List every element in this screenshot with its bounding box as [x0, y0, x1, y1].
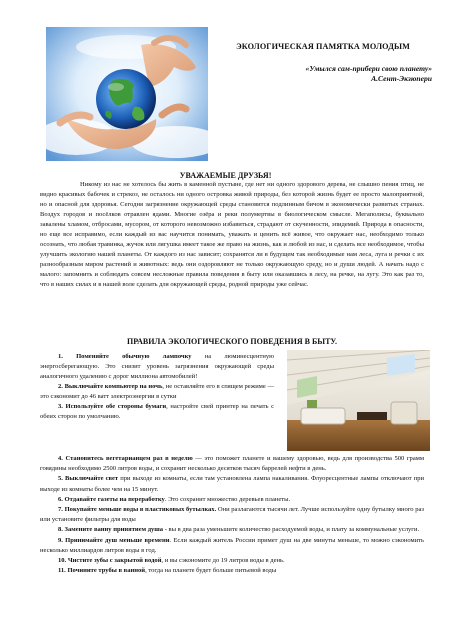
rule-item: 8. Замените ванну принятием душа - вы в два раза уменьшите количество расходуемой воды, и плату за коммунальные услуги. [58, 526, 420, 534]
greeting-heading: УВАЖАЕМЫЕ ДРУЗЬЯ! [179, 171, 272, 180]
epigraph [232, 64, 432, 84]
rule-item: 6. Отдавайте газеты на переработку. Это сохранит множество деревьев планеты. [58, 495, 291, 503]
page-title: ЭКОЛОГИЧЕСКАЯ ПАМЯТКА МОЛОДЫМ [236, 42, 410, 51]
attic-living-room-photo [287, 350, 430, 451]
rules-heading: ПРАВИЛА ЭКОЛОГИЧЕСКОГО ПОВЕДЕНИЯ В БЫТУ. [127, 337, 337, 346]
rule-item: 3. Используйте обе стороны бумаги, настройте свей принтер на печать с обеих сторон по умолчанию. [40, 403, 275, 420]
intro-paragraph: Никому из нас не хотелось бы жить в каменной пустыне, где нет ни одного здорового дерева, не слышно пения птиц, не видно красивых бабочек и стрекоз, не осталось ни одного островка живой природы, без которой жизнь будет ее просто малоприятной, но и опасной для здоровья. Сегодня загрязнение окружающей среды становится подлинным бичом в экономически развитых странах. Воздух городов и посёлков отравлен ядами. Многие озёра и реки полумертвы в биологическом смысле. Мегаполисы, буквально завалены хламом, отбросами, мусором, от которого невозможно избавиться, страдают от скученности, эпидемий. Природа в опасности, но еще все исправимо, если каждый из вас научится понимать, уважать и ценить всё живое, что окружает нас, необходимо только осознать, что любая травинка, жучок или лягушка имеет такое же право на жизнь, как и любой из нас, и сделать все необходимое, чтобы улучшить экологию нашей планеты. От каждого из нас зависит; сохранятся ли в будущем так необходимые нам леса, луга и речки с их разнообразным миром растений и животных: ведь они оздоровляют не только окружающую среду, но и души людей. А начать надо с малого: запомнить и соблюдать совсем несложные правила поведения в быту или оказавшись в лесу, на речке, на лугу. Это как раз то, что в наших силах и в нашей воле сделать для окружающей среды, родной природы уже сейчас. [40, 181, 424, 288]
rule-item: 4. Становитесь вегетарианцем раз в неделю — это поможет планете и вашему здоровью, ведь для производства 500 грамм говядины необходимо 2500 литров воды, и сохранит несколько десятков тысяч баррелей нефти в день. [40, 455, 425, 473]
rules-column [40, 352, 274, 422]
rule-item: 7. Покупайте меньше воды в пластиковых бутылках. Они разлагаются тысячи лет. Лучше используйте одну бутылку много раз или установите фильтры для воды [40, 506, 425, 524]
epigraph-quote: «Умылся сам-прибери свою планету» [305, 64, 432, 73]
rule-item: 10. Чистите зубы с закрытой водой, и вы сэкономите до 19 литров воды в день. [58, 557, 285, 565]
intro-text [40, 180, 424, 289]
rules-list [40, 454, 424, 576]
rule-item: 2. Выключайте компьютер на ночь, не оставляйте его в спящем режиме — это сэкономит до 46 ватт электроэнергии в сутки [40, 383, 275, 400]
rule-item: 9. Принимайте душ меньше времени. Если каждый житель России примет душ на две минуты меньше, то можно сэкономить несколько миллиардов литров воды в год. [40, 536, 424, 554]
epigraph-author: А.Сент-Экзюпери [371, 74, 432, 83]
hands-holding-earth-image [46, 27, 208, 161]
rule-item: 1. Поменяйте обычную лампочку на люминесцентную энергосберегающую. Это снизит уровень загрязнения окружающей среды аналогичного удалению с дорог миллиона автомобилей! [40, 353, 274, 380]
rule-item: 5. Выключайте свет при выходе из комнаты, если там установлена лампа накаливания. Флуоресцентные лампы отключают при выходе из комнаты более чем на 15 минут. [40, 475, 424, 493]
rule-item: 11. Почините трубы в ванной, тогда на планете будет больше питьевой воды [58, 567, 277, 575]
